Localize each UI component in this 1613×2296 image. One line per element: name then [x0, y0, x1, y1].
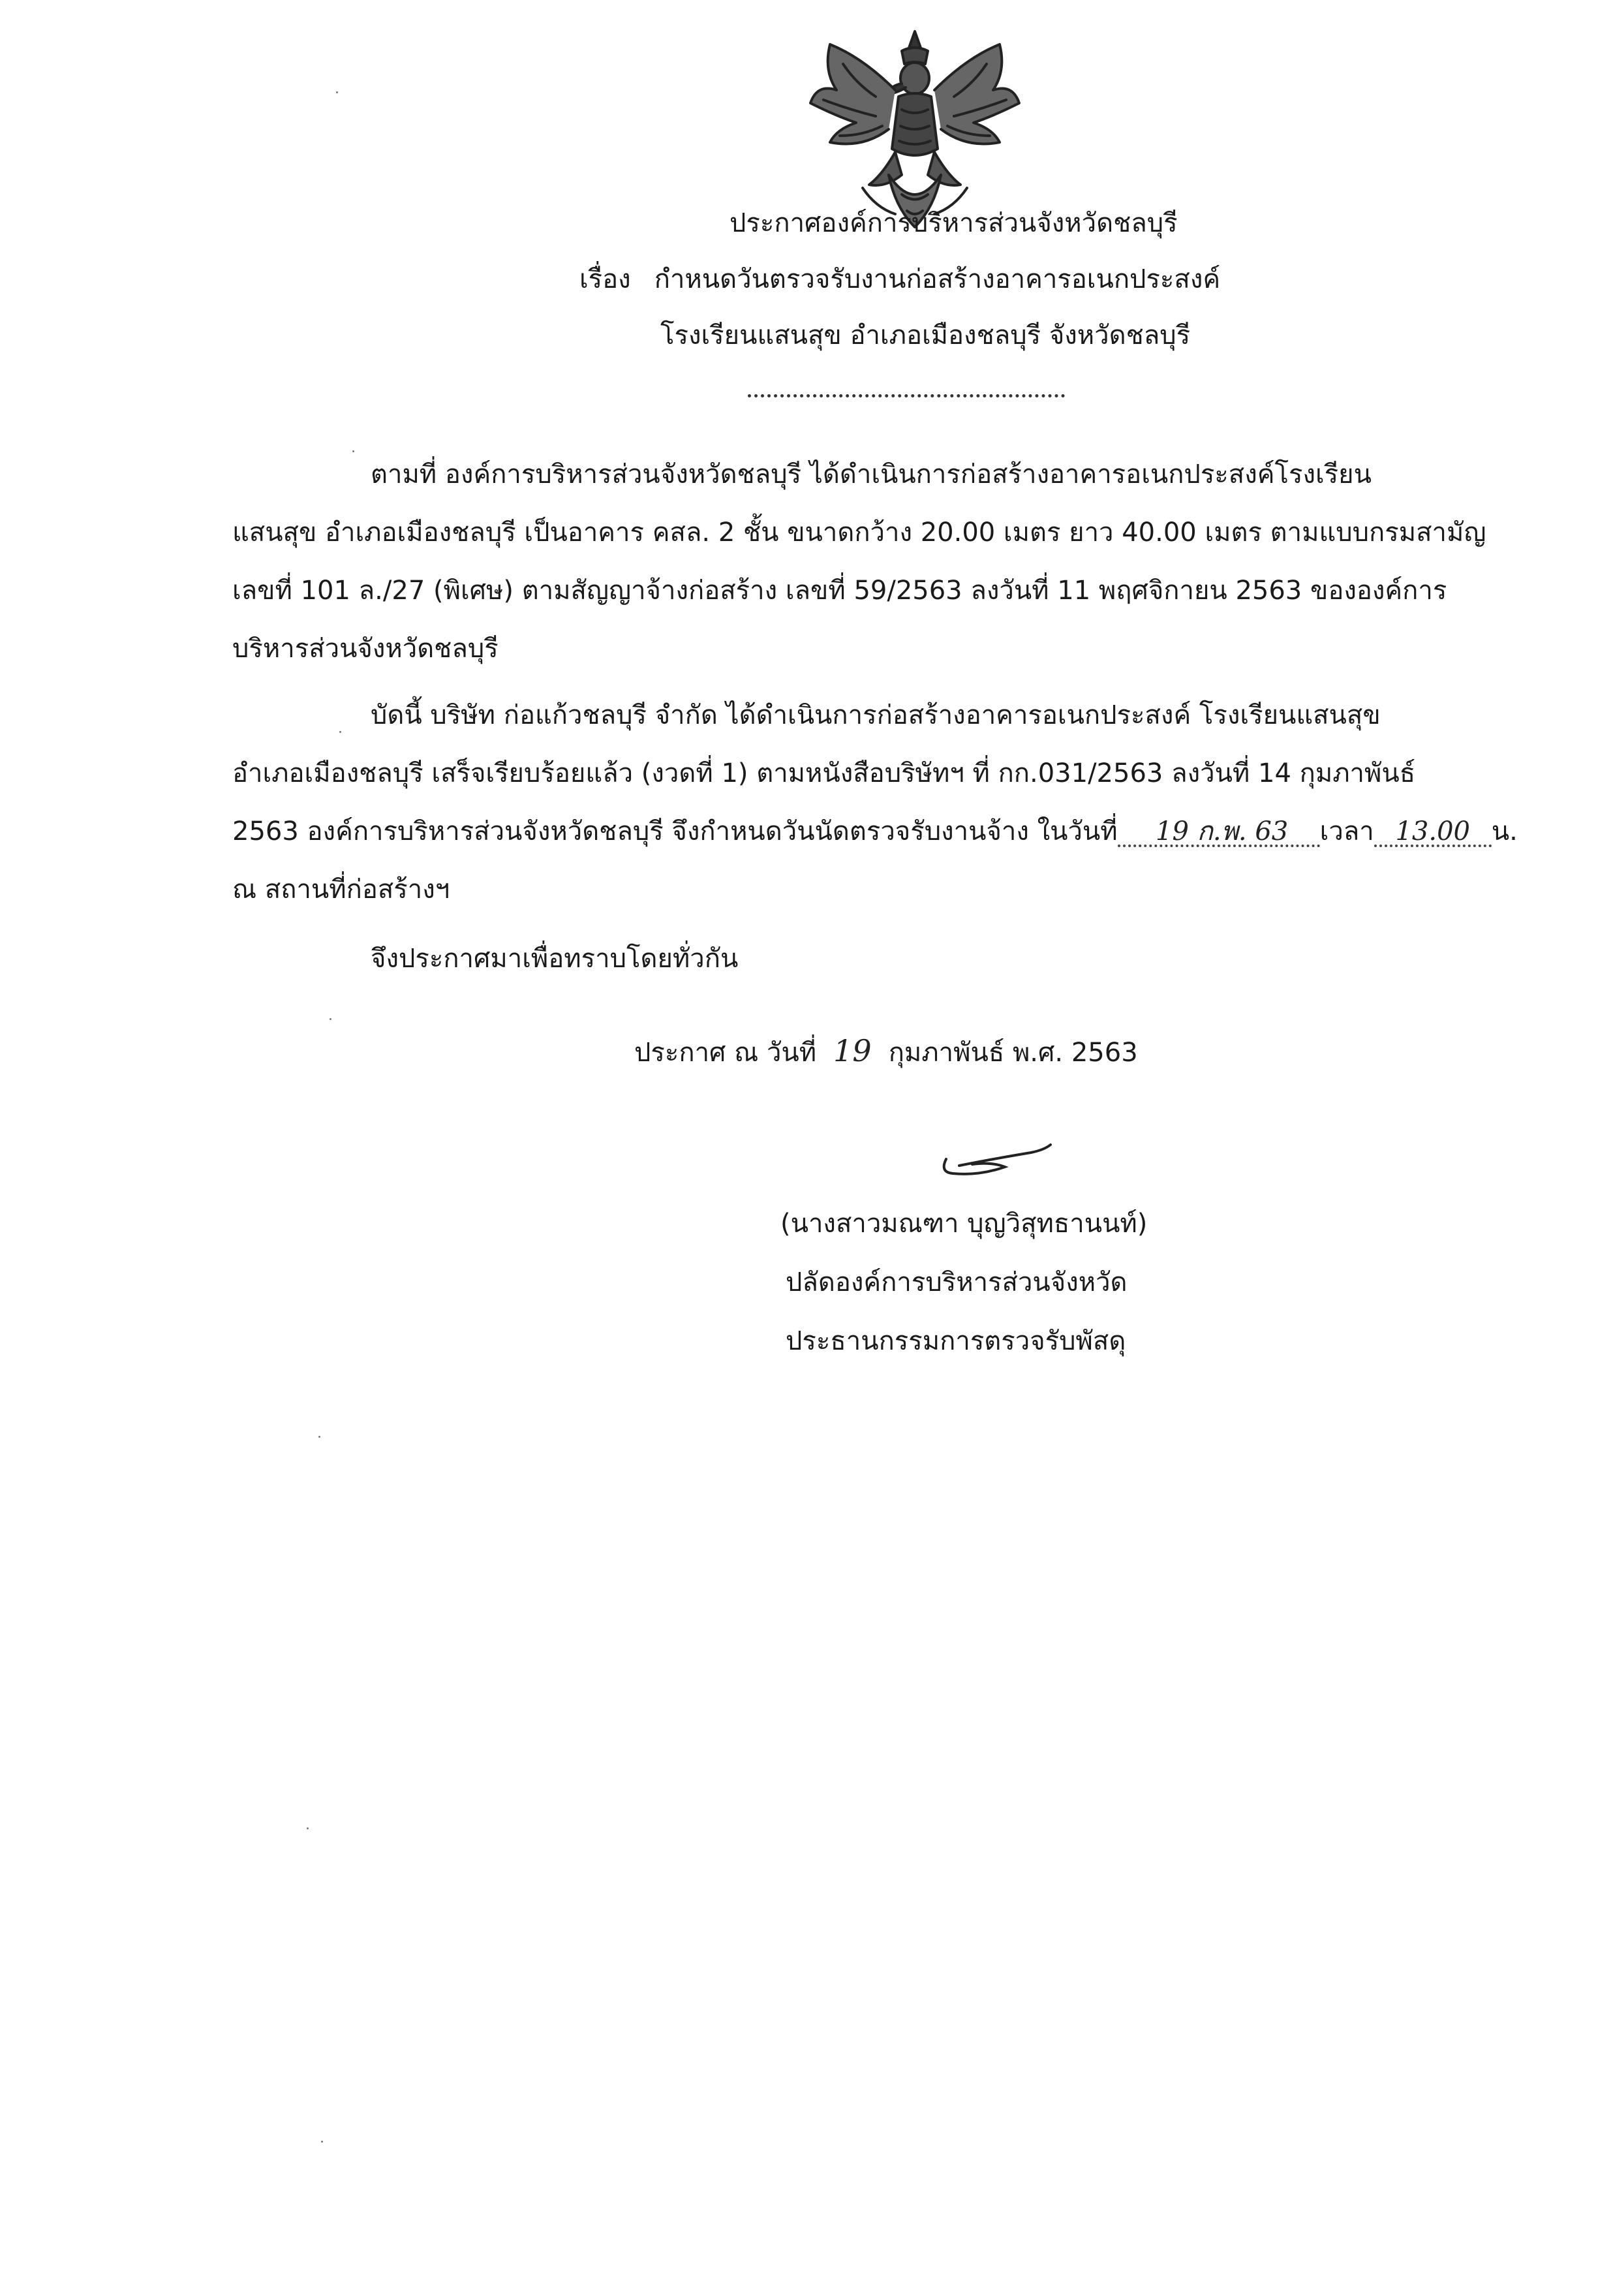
para2-line4: ณ สถานที่ก่อสร้างฯ: [232, 875, 450, 905]
dotted-separator: [748, 394, 1065, 397]
time-suffix: น.: [1491, 816, 1518, 846]
time-label: เวลา: [1319, 816, 1374, 846]
scan-speck: [321, 2141, 323, 2143]
para1-line2: แสนสุข อำเภอเมืองชลบุรี เป็นอาคาร คสล. 2 ชั้น ขนาดกว้าง 20.00 เมตร ยาว 40.00 เมตร ตามแบบกรมสามัญ: [232, 518, 1486, 548]
para2-line3-text: 2563 องค์การบริหารส่วนจังหวัดชลบุรี จึงกำหนดวันนัดตรวจรับงานจ้าง ในวันที่: [232, 816, 1118, 846]
subject-line: [579, 266, 1220, 292]
scan-speck: [352, 450, 354, 452]
handwritten-day: 19: [833, 1033, 872, 1068]
subject-text-2: โรงเรียนแสนสุข อำเภอเมืองชลบุรี จังหวัดชลบุรี: [660, 320, 1191, 350]
para1-line3: เลขที่ 101 ล./27 (พิเศษ) ตามสัญญาจ้างก่อสร้าง เลขที่ 59/2563 ลงวันที่ 11 พฤศจิกายน 2563 ขององค์การ: [232, 576, 1447, 606]
para2-line3: [232, 810, 1518, 852]
handwritten-inspection-time: 13.00: [1374, 818, 1492, 847]
signatory-name: (นางสาวมณฑา บุญวิสุทธานนท์): [780, 1209, 1148, 1239]
para2-line2: อำเภอเมืองชลบุรี เสร็จเรียบร้อยแล้ว (งวดที่ 1) ตามหนังสือบริษัทฯ ที่ กก.031/2563 ลงวันที่ 14 กุมภาพันธ์: [232, 758, 1416, 788]
announcement-title: ประกาศองค์การบริหารส่วนจังหวัดชลบุรี: [730, 208, 1178, 238]
announcement-date: [634, 1031, 1138, 1073]
scan-speck: [318, 1436, 320, 1438]
scan-speck: [339, 731, 341, 733]
scan-speck: [307, 1827, 309, 1829]
para2-line1: บัดนี้ บริษัท ก่อแก้วชลบุรี จำกัด ได้ดำเนินการก่อสร้างอาคารอเนกประสงค์ โรงเรียนแสนสุข: [371, 700, 1381, 730]
handwritten-signature-icon: [933, 1133, 1064, 1185]
signatory-position-2: ประธานกรรมการตรวจรับพัสดุ: [786, 1326, 1126, 1356]
signatory-position-1: ปลัดองค์การบริหารส่วนจังหวัด: [786, 1267, 1128, 1297]
date-prefix: ประกาศ ณ วันที่: [634, 1038, 817, 1068]
para1-line1: ตามที่ องค์การบริหารส่วนจังหวัดชลบุรี ได้ดำเนินการก่อสร้างอาคารอเนกประสงค์โรงเรียน: [371, 459, 1372, 489]
scan-speck: [330, 1018, 331, 1020]
subject-label: เรื่อง: [579, 264, 631, 294]
scan-speck: [336, 91, 338, 93]
subject-text-1: กำหนดวันตรวจรับงานก่อสร้างอาคารอเนกประสงค์: [654, 264, 1221, 294]
date-suffix: กุมภาพันธ์ พ.ศ. 2563: [888, 1038, 1138, 1068]
handwritten-inspection-date: 19 ก.พ. 63: [1118, 818, 1320, 847]
closing-statement: จึงประกาศมาเพื่อทราบโดยทั่วกัน: [371, 944, 739, 974]
para1-line4: บริหารส่วนจังหวัดชลบุรี: [232, 634, 499, 664]
